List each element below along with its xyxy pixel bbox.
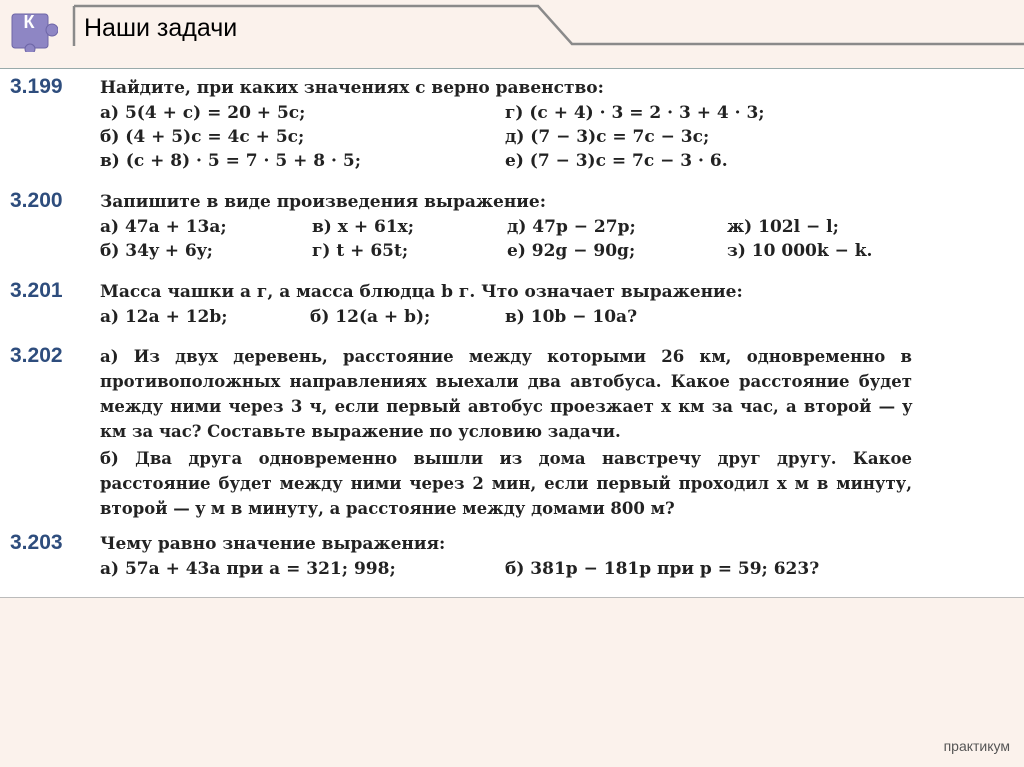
problem-item: з) 10 000k − k. [727,241,873,261]
problem-number: 3.202 [10,344,63,367]
textbook-page [0,68,1024,598]
problem-item: г) (c + 4) · 3 = 2 · 3 + 4 · 3; [505,103,765,123]
problem-number: 3.201 [10,279,63,302]
problem-intro: Чему равно значение выражения: [100,534,446,554]
problem-number: 3.199 [10,75,63,98]
problem-item: а) 5(4 + c) = 20 + 5c; [100,103,306,123]
badge-letter: К [23,12,35,32]
problem-item: а) 47a + 13a; [100,217,227,237]
problem-item: а) 12a + 12b; [100,307,228,327]
problem-item: ж) 102l − l; [727,217,839,237]
problem-item: е) 92g − 90g; [507,241,636,261]
problem-item: б) 34y + 6y; [100,241,213,261]
page-title: Наши задачи [84,14,238,42]
problem-number: 3.200 [10,189,63,212]
problem-item: б) 381p − 181p при p = 59; 623? [505,559,820,579]
problem-intro: Запишите в виде произведения выражение: [100,192,547,212]
problem-intro: Найдите, при каких значениях c верно равенство: [100,78,604,98]
problem-item: а) 57a + 43a при a = 321; 998; [100,559,396,579]
problem-item: в) 10b − 10a? [505,307,638,327]
problem-part-b: б) Два друга одновременно вышли из дома навстречу друг другу. Какое расстояние будет между ними через 2 мин, если первый проходил x м в минуту, второй — y м в минуту, а расстояние между домами 800 м? [100,449,912,518]
problem-item: г) t + 65t; [312,241,409,261]
problem-item: б) 12(a + b); [310,307,431,327]
problem-item: е) (7 − 3)c = 7c − 3 · 6. [505,151,728,171]
problem-item: б) (4 + 5)c = 4c + 5c; [100,127,305,147]
problem-item: в) (c + 8) · 5 = 7 · 5 + 8 · 5; [100,151,361,171]
problem-intro: Масса чашки a г, а масса блюдца b г. Что означает выражение: [100,282,743,302]
problem-number: 3.203 [10,531,63,554]
slide-header [0,0,1024,68]
problem-item: в) x + 61x; [312,217,415,237]
problem-part-a: а) Из двух деревень, расстояние между которыми 26 км, одновременно в противоположных направлениях выехали два автобуса. Какое расстояние будет между ними через 3 ч, если первый автобус проезжает x км за час, а второй — y км за час? Составьте выражение по условию задачи. [100,347,912,441]
footer-label: практикум [943,738,1010,754]
problem-item: д) (7 − 3)c = 7c − 3c; [505,127,710,147]
problem-item: д) 47p − 27p; [507,217,636,237]
